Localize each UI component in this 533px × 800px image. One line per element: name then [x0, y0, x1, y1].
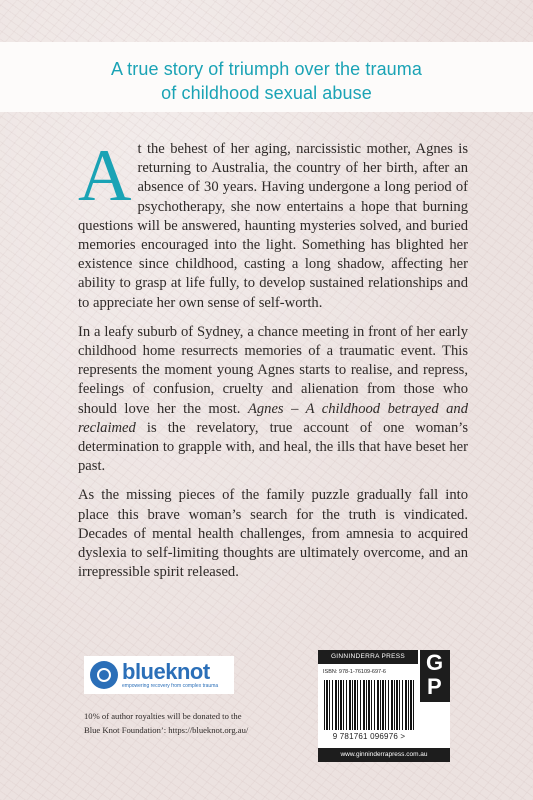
logo-name: blueknot [122, 659, 210, 684]
barcode-icon [324, 680, 414, 730]
blurb-paragraph-2-end: is the revelatory, true account of one woman’s determination to grapple with, and heal, the ills that have beset her past. [78, 419, 468, 475]
isbn-block [318, 650, 450, 762]
royalty-line-1: 10% of author royalties will be donated to the [84, 711, 242, 721]
blueknot-logo [84, 656, 234, 694]
blurb-paragraph-1-text: t the behest of her aging, narcissistic mother, Agnes is returning to Australia, the country of her birth, after an absence of 30 years. Having undergone a long period of psychotherapy, she now entertains a hope that burning questions will be answered, haunting mysteries solved, and buried memories encouraged into the light. Something has blighted her existence since childhood, casting a long shadow, affecting her ability to grasp at life fully, to develop sustained relationships and to appreciate her own sense of self-worth. [78, 141, 468, 311]
publisher-logo-g: G [426, 650, 444, 675]
drop-cap: A [78, 135, 132, 217]
publisher-logo-p: P [427, 674, 442, 699]
blurb-paragraph-2-start: In a leafy suburb of Sydney, a chance meeting in front of her early childhood home resurrects memories of a traumatic event. This represents the moment young Agnes starts to realise, and repress, feelings of confusion, cruelty and alienation from those who should love her the most. [78, 323, 468, 417]
blurb-paragraph-3: As the missing pieces of the family puzzle gradually fall into place this brave woman’s search for the truth is vindicated. Decades of mental health challenges, from amnesia to acquired dyslexia to self-limiting thoughts are ultimately overcome, and an irrepressible spirit released. [78, 487, 468, 581]
book-title: Agnes – A childhood betrayed and reclaimed [78, 400, 468, 436]
isbn: ISBN: 978-1-76109-697-6 [323, 669, 386, 675]
logo-tagline: empowering recovery from complex trauma [122, 683, 219, 689]
tagline-line-1: A true story of triumph over the trauma [110, 59, 423, 79]
knot-icon [90, 661, 118, 689]
publisher-name: GINNINDERRA PRESS [318, 650, 418, 664]
tagline-band [0, 42, 533, 112]
tagline-line-2: of childhood sexual abuse [161, 83, 372, 103]
royalty-note [84, 709, 284, 737]
barcode-digits: 9 781761 096976 > [332, 732, 406, 741]
blurb-paragraph-1 [78, 135, 468, 313]
publisher-logo [420, 650, 450, 702]
royalty-line-2: Blue Knot Foundation’: https://blueknot.org.au/ [84, 725, 249, 735]
blurb [78, 135, 468, 592]
blurb-paragraph-2 [78, 323, 468, 477]
publisher-website: www.ginninderrapress.com.au [318, 748, 450, 762]
